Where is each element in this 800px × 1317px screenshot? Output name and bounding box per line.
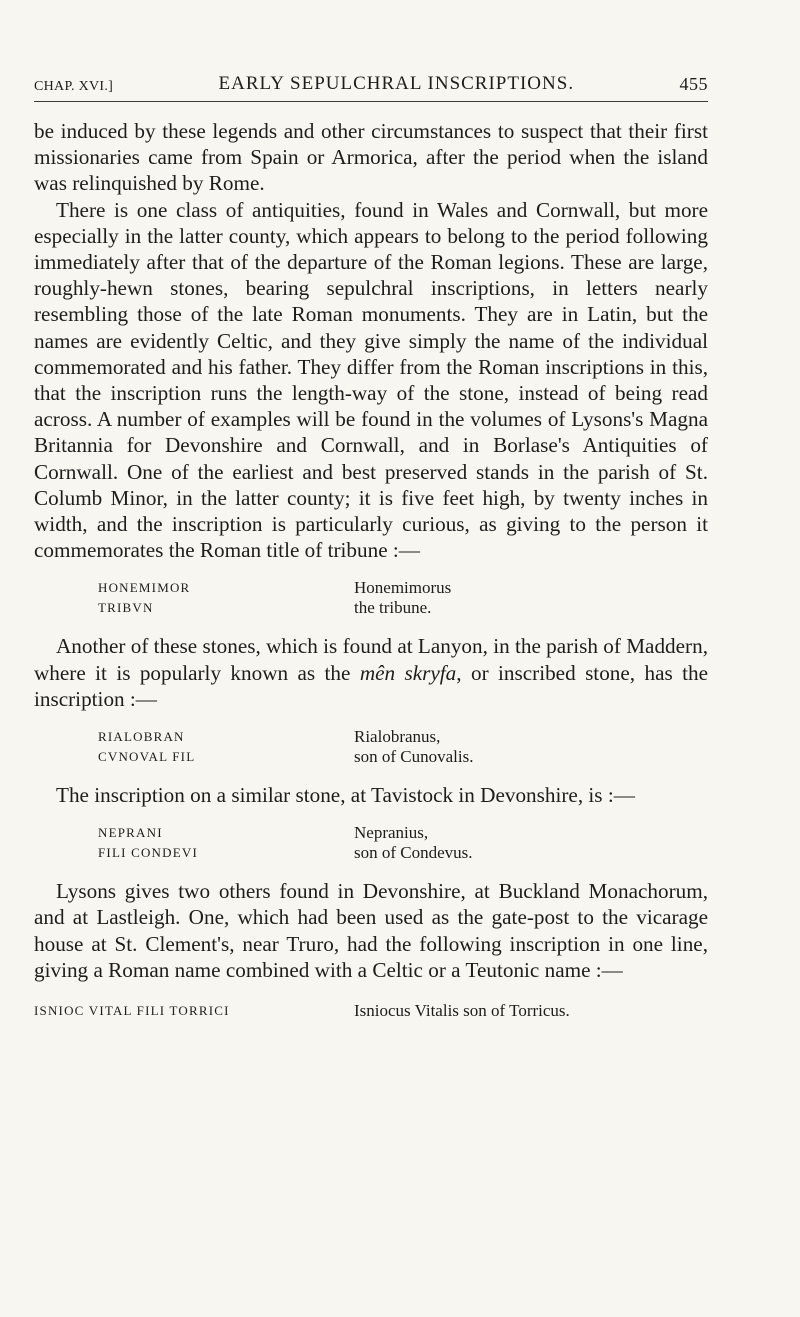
inscription-translation-line: son of Condevus.	[354, 843, 473, 863]
page-title: EARLY SEPULCHRAL INSCRIPTIONS.	[218, 73, 575, 94]
page-number: 455	[679, 74, 708, 94]
inscription-rialobran	[34, 727, 708, 767]
inscription-translation-line: son of Cunovalis.	[354, 747, 474, 767]
inscription-latin-line: FILI CONDEVI	[98, 845, 198, 861]
paragraph-1: be induced by these legends and other circumstances to suspect that their first missionaries came from Spain or Armorica, after the period when the island was relinquished by Rome.	[34, 119, 708, 196]
inscription-latin-line: ISNIOC VITAL FILI TORRICI	[34, 1003, 230, 1019]
paragraph-4: The inscription on a similar stone, at Tavistock in Devonshire, is :—	[56, 783, 635, 808]
inscription-neprani	[34, 823, 708, 863]
inscription-latin-line: HONEMIMOR	[98, 580, 191, 596]
inscription-latin-line: CVNOVAL FIL	[98, 749, 196, 765]
running-header	[34, 72, 708, 102]
inscription-latin-line: TRIBVN	[98, 600, 154, 616]
inscription-translation-line: Honemimorus	[354, 578, 452, 598]
paragraph-3-italic-term: mên skryfa	[359, 660, 457, 685]
inscription-isnioc	[34, 1001, 708, 1021]
inscription-translation-line: Isniocus Vitalis son of Torricus.	[354, 1001, 570, 1021]
inscription-translation-line: Nepranius,	[354, 823, 429, 843]
paragraph-2: There is one class of antiquities, found in Wales and Cornwall, but more especially in the latter county, which appears to belong to the period following immediately after that of the departure of the Roman legions. These are large, roughly-hewn stones, bearing sepulchral inscriptions, in letters nearly resembling those of the late Roman monuments. They are in Latin, but the names are evidently Celtic, and they give simply the name of the individual commemorated and his father. They differ from the Roman inscriptions in this, that the inscription runs the length-way of the stone, instead of being read across. A number of examples will be found in the volumes of Lysons's Magna Britannia for Devonshire and Cornwall, and in Borlase's Antiquities of Cornwall. One of the earliest and best preserved stands in the parish of St. Columb Minor, in the latter county; it is five feet high, by twenty inches in width, and the inscription is particularly curious, as giving to the person it commemorates the Roman title of tribune :—	[34, 197, 708, 563]
paragraph-5: Lysons gives two others found in Devonshire, at Buckland Monachorum, and at Lastleigh. One, which had been used as the gate-post to the vicarage house at St. Clement's, near Truro, had the following inscription in one line, giving a Roman name combined with a Celtic or a Teutonic name :—	[34, 879, 708, 982]
paragraph-3	[34, 633, 708, 712]
inscription-latin-line: NEPRANI	[98, 825, 163, 841]
page-body	[34, 118, 708, 1036]
inscription-latin-line: RIALOBRAN	[98, 729, 185, 745]
inscription-translation-line: Rialobranus,	[354, 727, 441, 747]
paragraph-3-text: Another of these stones, which is found at Lanyon, in the parish of Maddern, where it is popularly known as the	[34, 634, 708, 685]
paragraph-3-text-end: , or inscribed stone, has the inscription :—	[34, 660, 708, 711]
chapter-label: CHAP. XVI.]	[34, 79, 114, 94]
inscription-translation-line: the tribune.	[354, 598, 432, 618]
inscription-honemimor	[34, 578, 708, 618]
